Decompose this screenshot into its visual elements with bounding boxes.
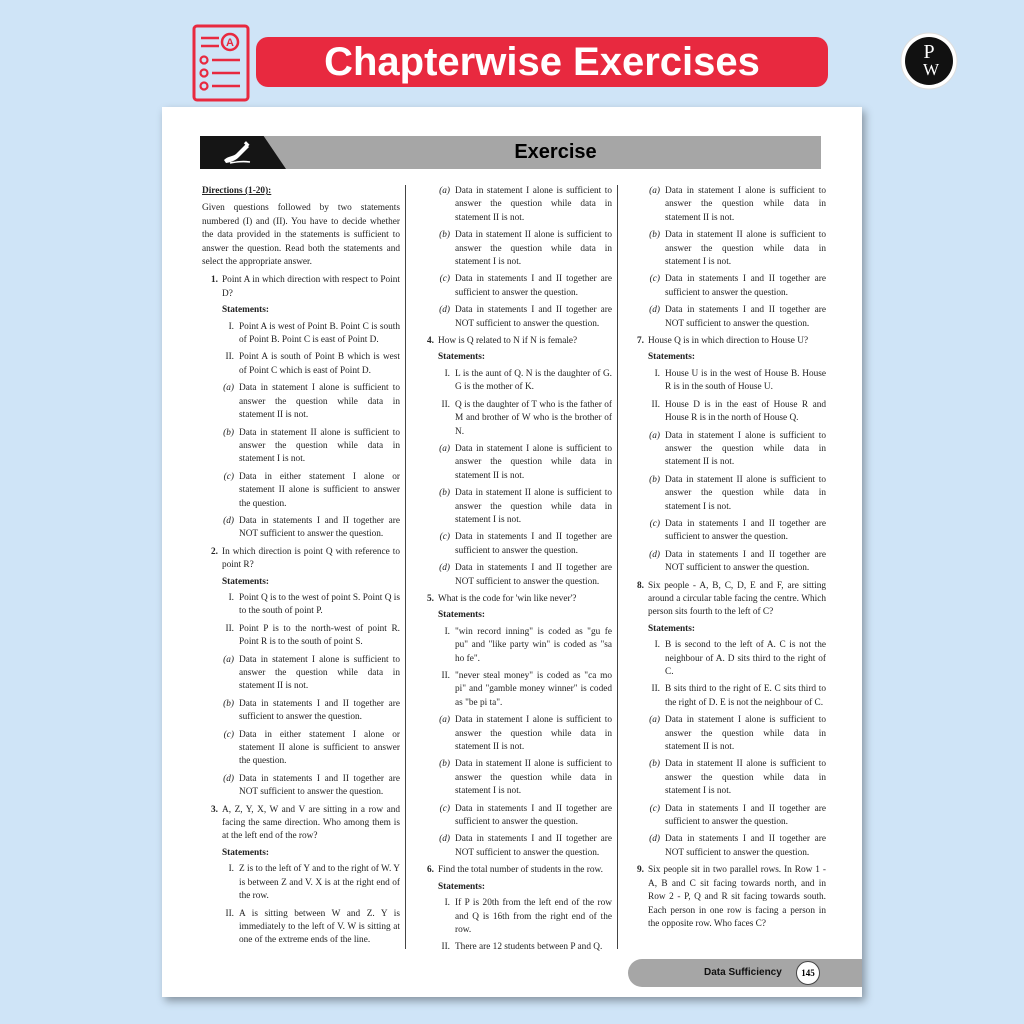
statement-text: Point P is to the north-west of point R. Point R is to the south of point S. <box>239 623 400 648</box>
statement <box>202 908 400 948</box>
question-number: 2. <box>211 546 218 557</box>
option-text: Data in statement II alone is sufficient to answer the question while data in statement I is not. <box>455 230 612 268</box>
answer-option <box>628 518 826 545</box>
statement <box>418 897 612 937</box>
pw-logo <box>900 32 958 90</box>
answer-option <box>202 471 400 511</box>
statement-label: II. <box>441 399 450 410</box>
option-label: (d) <box>223 773 234 784</box>
statement-label: I. <box>444 626 450 637</box>
column-divider <box>405 185 406 949</box>
option-text: Data in statements I and II together are NOT sufficient to answer the question. <box>239 515 400 540</box>
answer-option <box>628 549 826 576</box>
section-title: Exercise <box>514 141 597 163</box>
option-label: (b) <box>439 488 450 499</box>
statement <box>202 592 400 619</box>
answer-option <box>418 229 612 269</box>
option-text: Data in statement I alone is sufficient to answer the question while data in statement II is not. <box>239 654 400 692</box>
answer-option <box>202 729 400 769</box>
option-label: (d) <box>223 515 234 526</box>
statement <box>202 321 400 348</box>
directions-text: Given questions followed by two statements numbered (I) and (II). You have to decide whether the data provided in the statements is sufficient to answer the question. Read both the statements and select the appropriate answer. <box>202 203 400 268</box>
option-text: Data in statements I and II together are NOT sufficient to answer the question. <box>665 549 826 574</box>
option-label: (d) <box>439 563 450 574</box>
answer-option <box>202 654 400 694</box>
question <box>202 546 400 573</box>
statement-text: Z is to the left of Y and to the right of W. Y is between Z and V. X is at the right end of the row. <box>239 864 400 902</box>
statements-heading: Statements: <box>648 352 695 363</box>
statement <box>418 368 612 395</box>
option-text: Data in statements I and II together are sufficient to answer the question. <box>239 698 400 723</box>
statements-heading: Statements: <box>222 305 269 316</box>
option-text: Data in statements I and II together are sufficient to answer the question. <box>455 803 612 828</box>
statement <box>418 941 612 954</box>
statement-label: II. <box>651 399 660 410</box>
question-number: 9. <box>637 865 644 876</box>
question <box>628 864 826 931</box>
column-3 <box>628 185 826 934</box>
option-text: Data in statements I and II together are sufficient to answer the question. <box>665 518 826 543</box>
option-text: Data in statements I and II together are sufficient to answer the question. <box>455 274 612 298</box>
question-number: 7. <box>637 336 644 347</box>
exercise-sheet-icon <box>192 24 250 102</box>
option-text: Data in statements I and II together are sufficient to answer the question. <box>455 532 612 556</box>
question-text: How is Q related to N if N is female? <box>438 336 578 347</box>
answer-option <box>202 515 400 542</box>
statement-label: I. <box>654 640 660 651</box>
answer-option <box>628 803 826 830</box>
question-text: What is the code for 'win like never'? <box>438 593 577 604</box>
answer-option <box>418 487 612 527</box>
answer-option <box>628 229 826 269</box>
answer-option <box>628 430 826 470</box>
option-text: Data in statement I alone is sufficient to answer the question while data in statement II is not. <box>665 715 826 753</box>
statement-text: If P is 20th from the left end of the row and Q is 16th from the right end of the row. <box>455 898 612 935</box>
option-label: (a) <box>649 715 660 726</box>
option-label: (b) <box>439 230 450 241</box>
option-text: Data in statements I and II together are NOT sufficient to answer the question. <box>455 834 612 858</box>
statement <box>628 683 826 710</box>
question-number: 5. <box>427 593 434 604</box>
answer-option <box>628 714 826 754</box>
answer-option <box>418 714 612 754</box>
question-text: A, Z, Y, X, W and V are sitting in a row and facing the same direction. Who among them is at the left end of the row? <box>222 804 400 842</box>
option-label: (a) <box>223 654 234 665</box>
answer-option <box>628 474 826 514</box>
option-text: Data in statements I and II together are sufficient to answer the question. <box>665 803 826 828</box>
statement <box>418 399 612 439</box>
option-label: (c) <box>223 471 234 482</box>
question-number: 3. <box>211 804 218 815</box>
statement-label: II. <box>225 623 234 634</box>
option-text: Data in statement II alone is sufficient to answer the question while data in statement I is not. <box>665 759 826 797</box>
statement <box>202 623 400 650</box>
exercise-header-bar <box>200 136 821 169</box>
statement-text: Point A is south of Point B which is west of Point C which is east of Point D. <box>239 352 400 376</box>
statements-heading: Statements: <box>438 610 485 621</box>
statement-text: A is sitting between W and Z. Y is immediately to the left of V. W is sitting at one of the extreme ends of the line. <box>239 908 400 946</box>
statement <box>628 399 826 426</box>
svg-text:P: P <box>923 41 935 63</box>
question-text: Six people - A, B, C, D, E and F, are sitting around a circular table facing the centre. Which person sits fourth to the left of C? <box>648 580 826 618</box>
answer-option <box>418 443 612 483</box>
option-label: (c) <box>439 532 450 543</box>
option-label: (b) <box>649 230 660 241</box>
svg-text:A: A <box>226 37 234 49</box>
question <box>418 593 612 606</box>
statement <box>418 670 612 710</box>
option-text: Data in statement I alone is sufficient to answer the question while data in statement II is not. <box>455 186 612 223</box>
column-1 <box>202 185 400 952</box>
option-text: Data in statement II alone is sufficient to answer the question while data in statement I is not. <box>665 230 826 268</box>
answer-option <box>418 273 612 300</box>
option-label: (b) <box>649 759 660 770</box>
statements-heading: Statements: <box>648 623 695 634</box>
question-text: Find the total number of students in the row. <box>438 865 603 876</box>
option-text: Data in statement I alone is sufficient to answer the question while data in statement II is not. <box>239 383 400 421</box>
option-text: Data in either statement I alone or statement II alone is sufficient to answer the question. <box>239 471 400 509</box>
question <box>628 335 826 348</box>
option-text: Data in statements I and II together are NOT sufficient to answer the question. <box>665 305 826 329</box>
writing-hand-icon <box>220 140 254 166</box>
answer-option <box>418 833 612 860</box>
question-number: 6. <box>427 865 434 876</box>
statement-label: II. <box>441 942 450 953</box>
option-label: (a) <box>439 186 450 196</box>
statement-label: II. <box>225 352 234 363</box>
statement-text: B is second to the left of A. C is not the neighbour of A. D sits third to the right of C. <box>665 640 826 677</box>
option-label: (a) <box>439 443 450 454</box>
question-number: 1. <box>211 275 218 286</box>
option-text: Data in statement I alone is sufficient to answer the question while data in statement II is not. <box>665 430 826 468</box>
statement-text: There are 12 students between P and Q. <box>455 942 603 953</box>
chapter-banner <box>256 37 828 87</box>
option-text: Data in statements I and II together are NOT sufficient to answer the question. <box>455 305 612 329</box>
statement-text: Point A is west of Point B. Point C is south of Point B. Point C is east of Point D. <box>239 321 400 346</box>
page-footer <box>628 959 862 987</box>
statement-label: I. <box>228 321 234 332</box>
option-label: (d) <box>649 549 660 560</box>
question-text: House Q is in which direction to House U? <box>648 336 809 347</box>
statement-text: House U is in the west of House B. House R is in the south of House U. <box>665 368 826 393</box>
statement-text: "never steal money" is coded as "ca mo pi" and "gamble money winner" is coded as "be pi ta". <box>455 671 612 708</box>
option-text: Data in statements I and II together are sufficient to answer the question. <box>665 274 826 298</box>
option-label: (d) <box>439 834 450 845</box>
question <box>418 864 612 877</box>
option-label: (b) <box>439 759 450 770</box>
statement <box>628 639 826 679</box>
statement-label: I. <box>444 898 450 909</box>
option-label: (a) <box>649 186 660 196</box>
question-text: Six people sit in two parallel rows. In Row 1 - A, B and C sit facing towards north, and in Row 2 - P, Q and R sit facing towards south. Each person in one row is facing a person in the opposite row. Who faces C? <box>648 865 826 929</box>
question-text: In which direction is point Q with reference to point R? <box>222 546 400 571</box>
option-label: (d) <box>439 305 450 316</box>
option-text: Data in statement I alone is sufficient to answer the question while data in statement II is not. <box>665 186 826 223</box>
svg-text:W: W <box>922 60 940 79</box>
answer-option <box>628 304 826 331</box>
option-label: (c) <box>649 518 660 529</box>
column-2 <box>418 185 612 959</box>
answer-option <box>202 427 400 467</box>
option-label: (b) <box>649 474 660 485</box>
answer-option <box>628 758 826 798</box>
banner-title: Chapterwise Exercises <box>324 39 760 84</box>
option-label: (d) <box>649 834 660 845</box>
statement-label: I. <box>228 592 234 603</box>
statement <box>418 626 612 666</box>
answer-option <box>202 382 400 422</box>
statement-label: II. <box>651 684 660 695</box>
option-text: Data in statements I and II together are NOT sufficient to answer the question. <box>665 834 826 858</box>
footer-chapter-title: Data Sufficiency <box>704 967 782 978</box>
question <box>628 580 826 620</box>
option-text: Data in statements I and II together are NOT sufficient to answer the question. <box>239 773 400 798</box>
statements-heading: Statements: <box>438 881 485 892</box>
statements-heading: Statements: <box>222 576 269 587</box>
statement-text: Q is the daughter of T who is the father of M and brother of W who is the brother of N. <box>455 399 612 437</box>
statement-label: I. <box>444 368 450 379</box>
option-label: (d) <box>649 305 660 316</box>
answer-option <box>418 562 612 589</box>
statement-text: L is the aunt of Q. N is the daughter of G. G is the mother of K. <box>455 368 612 393</box>
question-number: 4. <box>427 336 434 347</box>
option-text: Data in either statement I alone or statement II alone is sufficient to answer the question. <box>239 729 400 767</box>
option-label: (a) <box>649 430 660 441</box>
answer-option <box>418 185 612 225</box>
option-label: (c) <box>439 274 450 285</box>
option-label: (a) <box>439 715 450 726</box>
option-label: (b) <box>223 427 234 438</box>
option-label: (b) <box>223 698 234 709</box>
question <box>202 274 400 301</box>
answer-option <box>418 758 612 798</box>
question <box>202 804 400 844</box>
statement-label: I. <box>228 864 234 875</box>
option-text: Data in statements I and II together are NOT sufficient to answer the question. <box>455 563 612 587</box>
statement <box>202 351 400 378</box>
exercise-page <box>162 107 862 997</box>
statement-label: I. <box>654 368 660 379</box>
statement-label: II. <box>441 671 450 681</box>
question-number: 8. <box>637 580 644 591</box>
answer-option <box>418 531 612 558</box>
answer-option <box>202 773 400 800</box>
answer-option <box>418 304 612 331</box>
answer-option <box>202 698 400 725</box>
option-text: Data in statement I alone is sufficient to answer the question while data in statement II is not. <box>455 443 612 481</box>
statement-text: House D is in the east of House R and House R is in the north of House Q. <box>665 399 826 424</box>
directions-heading: Directions (1-20): <box>202 186 272 196</box>
answer-option <box>418 803 612 830</box>
statement-text: Point Q is to the west of point S. Point Q is to the south of point P. <box>239 592 400 617</box>
question-text: Point A in which direction with respect to Point D? <box>222 275 400 299</box>
option-label: (c) <box>649 274 660 285</box>
statement <box>202 863 400 903</box>
answer-option <box>628 185 826 225</box>
statement-text: "win record inning" is coded as "gu fe pu" and "like party win" is coded as "sa ho fe". <box>455 626 612 664</box>
option-text: Data in statement II alone is sufficient to answer the question while data in statement I is not. <box>455 488 612 525</box>
option-label: (c) <box>223 729 234 740</box>
statements-heading: Statements: <box>438 352 485 363</box>
option-text: Data in statement I alone is sufficient to answer the question while data in statement II is not. <box>455 715 612 753</box>
answer-option <box>628 833 826 860</box>
page-number: 145 <box>796 961 820 985</box>
answer-option <box>628 273 826 300</box>
option-text: Data in statement II alone is sufficient to answer the question while data in statement I is not. <box>239 427 400 465</box>
option-label: (c) <box>649 803 660 814</box>
statement-text: B sits third to the right of E. C sits third to the right of D. E is not the neighbour of C. <box>665 684 826 708</box>
column-divider <box>617 185 618 949</box>
question <box>418 335 612 348</box>
statement-label: II. <box>225 908 234 919</box>
option-label: (a) <box>223 383 234 394</box>
statements-heading: Statements: <box>222 847 269 858</box>
option-label: (c) <box>439 803 450 814</box>
option-text: Data in statement II alone is sufficient to answer the question while data in statement I is not. <box>665 474 826 512</box>
option-text: Data in statement II alone is sufficient to answer the question while data in statement I is not. <box>455 759 612 797</box>
statement <box>628 368 826 395</box>
